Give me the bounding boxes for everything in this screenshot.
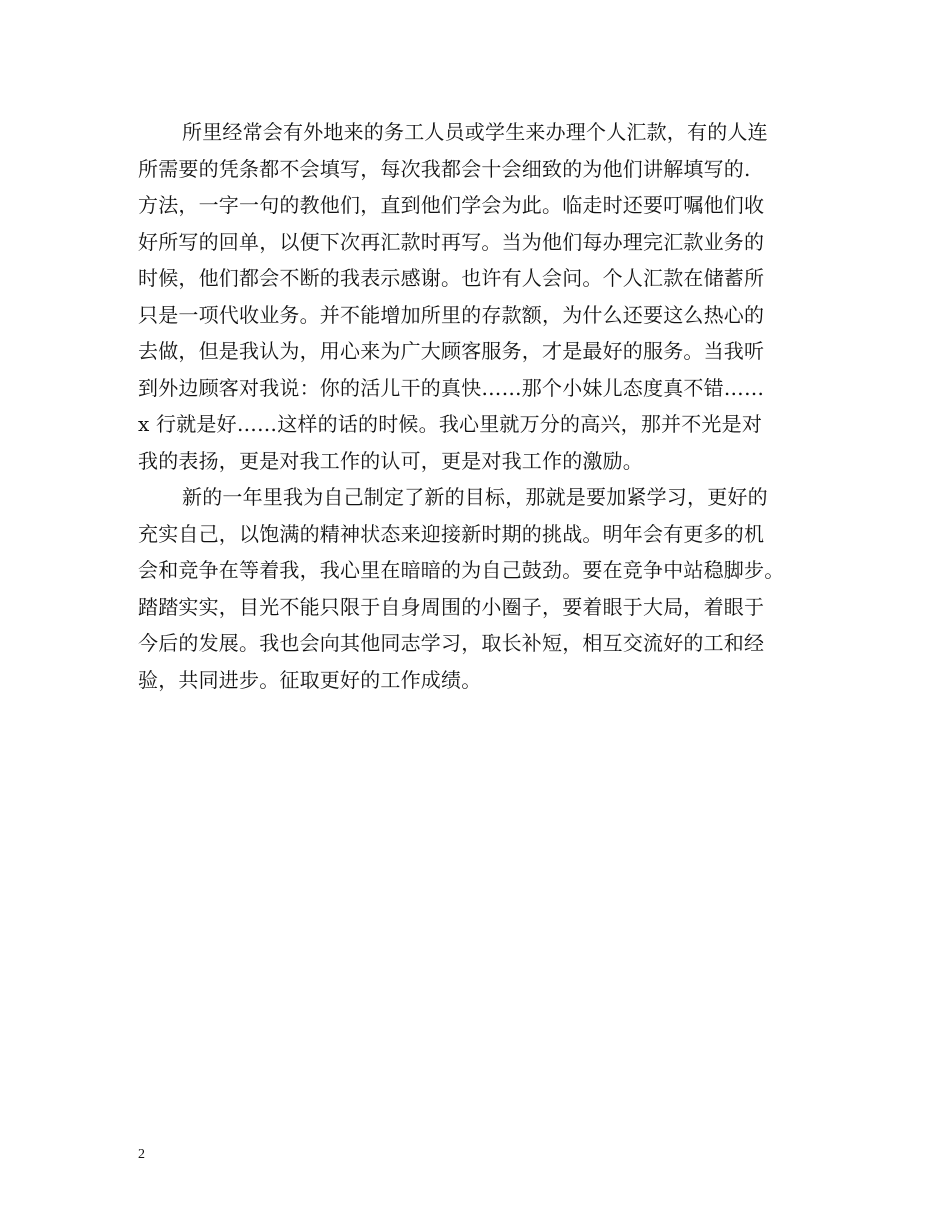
text-line: 会和竞争在等着我，我心里在暗暗的为自己鼓劲。要在竞争中站稳脚步。: [138, 558, 785, 582]
text-line: 今后的发展。我也会向其他同志学习，取长补短，相互交流好的工和经: [138, 631, 765, 655]
text-line: 到外边顾客对我说：你的活儿干的真快……那个小妹儿态度真不错……: [138, 375, 765, 400]
paragraph: [138, 114, 838, 479]
document-body: [138, 114, 838, 698]
text-line: 时候，他们都会不断的我表示感谢。也许有人会问。个人汇款在储蓄所: [138, 266, 765, 290]
text-line: 验，共同进步。征取更好的工作成绩。: [138, 667, 482, 692]
paragraph: [138, 479, 838, 698]
text-line: 所里经常会有外地来的务工人员或学生来办理个人汇款，有的人连: [182, 120, 768, 144]
text-line: 充实自己，以饱满的精神状态来迎接新时期的挑战。明年会有更多的机: [138, 521, 765, 546]
text-line: 我的表扬，更是对我工作的认可，更是对我工作的激励。: [138, 448, 643, 473]
text-line: 新的一年里我为自己制定了新的目标，那就是要加紧学习，更好的: [182, 485, 768, 509]
text-line: 去做，但是我认为，用心来为广大顾客服务，才是最好的服务。当我听: [138, 339, 765, 363]
text-line: 踏踏实实，目光不能只限于自身周围的小圈子，要着眼于大局，着眼于: [138, 594, 765, 619]
text-line: 只是一项代收业务。并不能增加所里的存款额，为什么还要这么热心的: [138, 302, 765, 327]
text-line: x 行就是好……这样的话的时候。我心里就万分的高兴，那并不光是对: [138, 412, 763, 436]
text-line: 方法，一字一句的教他们，直到他们学会为此。临走时还要叮嘱他们收: [138, 193, 765, 217]
page-number: 2: [138, 1147, 145, 1162]
text-line: 好所写的回单，以便下次再汇款时再写。当为他们每办理完汇款业务的: [138, 229, 765, 254]
text-line: 所需要的凭条都不会填写，每次我都会十会细致的为他们讲解填写的.: [138, 156, 751, 181]
